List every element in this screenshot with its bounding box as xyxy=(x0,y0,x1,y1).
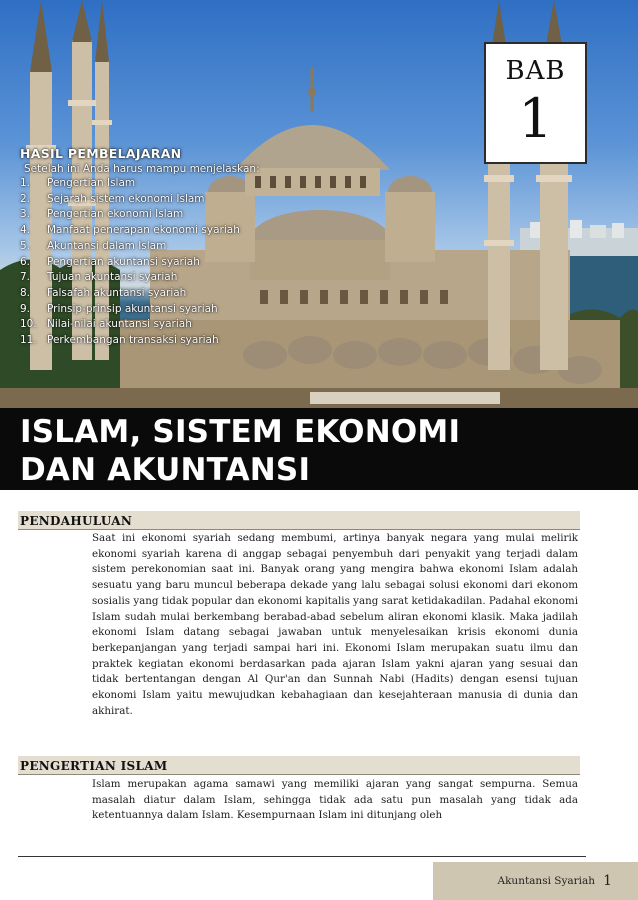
list-item: 11. Perkembangan transaksi syariah xyxy=(20,334,219,347)
chapter-badge xyxy=(484,42,587,164)
list-item: 9. Prinsip-prinsip akuntansi syariah xyxy=(20,302,218,315)
outcomes-title: HASIL PEMBELAJARAN xyxy=(20,146,182,161)
page-number: 1 xyxy=(603,873,612,889)
learning-outcomes xyxy=(20,146,320,349)
page-title xyxy=(20,413,460,489)
list-item: 10. Nilai-nilai akuntansi syariah xyxy=(20,318,192,331)
page-footer xyxy=(433,862,638,900)
outcomes-intro: Setelah ini Anda harus mampu menjelaskan: xyxy=(24,163,260,175)
list-item: 5. Akuntansi dalam Islam xyxy=(20,239,167,252)
list-item: 2. Sejarah sistem ekonomi Islam xyxy=(20,192,205,205)
section-body-pengertian-islam: Islam merupakan agama samawi yang memiliki ajaran yang sangat sempurna. Semua masalah diatur dalam Islam, sehingga tidak ada satu pun masalah yang tidak ada ketentuannya dalam Islam. Kesempurnaan Islam ini ditunjang oleh xyxy=(92,778,578,822)
chapter-number: 1 xyxy=(518,87,553,150)
title-line-1: ISLAM, SISTEM EKONOMI xyxy=(20,414,461,450)
list-item: 3. Pengertian ekonomi Islam xyxy=(20,208,184,221)
list-item: 1. Pengertian Islam xyxy=(20,177,136,189)
footer-divider xyxy=(18,856,586,857)
section-body-pendahuluan: Saat ini ekonomi syariah sedang membumi, artinya banyak negara yang mulai melirik ekonomi syariah karena di anggap sebagai penyembuh dari penyakit yang terjadi dalam sistem perekonomian saat ini. Banyak orang yang mengira bahwa ekonomi Islam adalah sesuatu yang baru muncul beberapa dekade yang lalu sebagai solusi ekonomi dari ekonom sosialis yang tidak popular dan ekonomi kapitalis yang sarat ketidakadilan. Padahal ekonomi Islam sudah mulai berkembang berabad-abad sebelum aliran ekonomi klasik. Maka jadilah ekonomi Islam datang sebagai jawaban untuk menyelesaikan krisis ekonomi dunia berkepanjangan yang terjadi sampai hari ini. Ekonomi Islam merupakan suatu ilmu dan praktek kegiatan ekonomi berdasarkan pada ajaran Islam yakni ajaran yang sesuai dan tidak bertentangan dengan Al Qur'an dan Sunnah Nabi (Hadits) dengan esensi tujuan ekonomi Islam yaitu mewujudkan kebahagiaan dan kesejahteraan manusia di dunia dan akhirat. xyxy=(92,532,578,717)
cover-image xyxy=(0,0,638,408)
title-line-2: DAN AKUNTANSI xyxy=(20,452,311,488)
chapter-label: BAB xyxy=(505,56,566,86)
title-band xyxy=(0,408,638,490)
section-heading-pendahuluan: PENDAHULUAN xyxy=(18,510,580,530)
list-item: 6. Pengertian akuntansi syariah xyxy=(20,255,200,268)
footer-book-title: Akuntansi Syariah xyxy=(497,875,596,887)
list-item: 4. Manfaat penerapan ekonomi syariah xyxy=(20,224,240,237)
list-item: 8. Falsafah akuntansi syariah xyxy=(20,286,187,299)
list-item: 7. Tujuan akuntansi syariah xyxy=(20,271,178,284)
outcome-list xyxy=(20,176,320,349)
section-heading-pengertian-islam: PENGERTIAN ISLAM xyxy=(18,755,580,775)
